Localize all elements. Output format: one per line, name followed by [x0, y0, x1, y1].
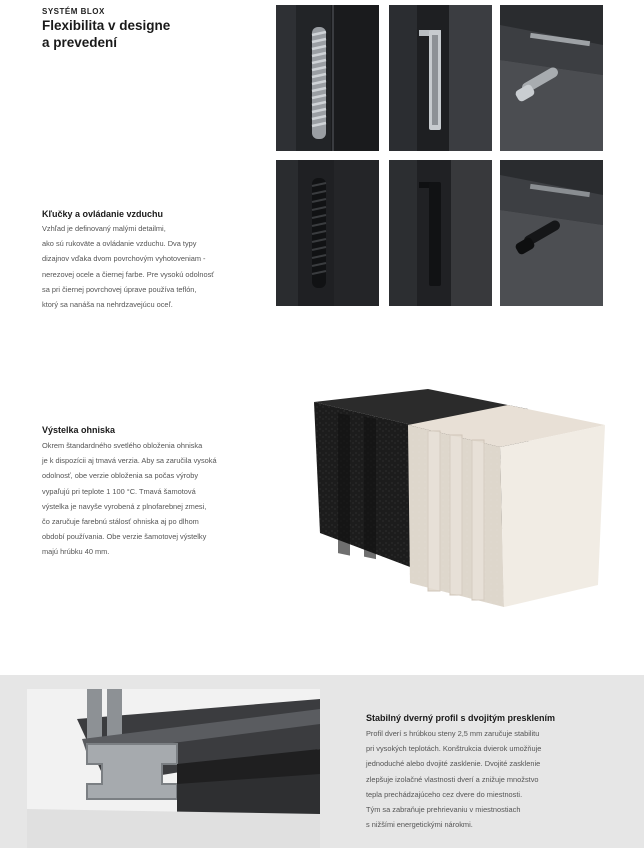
profile-line: pri vysokých teplotách. Konštrukcia dvierok umožňuje [366, 744, 542, 754]
profile-line: jednoduché alebo dvojité zasklenie. Dvojité zasklenie [366, 759, 541, 769]
photo-door-profile-cross-section [27, 689, 320, 848]
section-kicker: SYSTÉM BLOX [42, 7, 105, 16]
photo-black-air-control [500, 160, 603, 306]
profile-section-body [366, 726, 541, 832]
handles-line: Vzhľad je definovaný malými detailmi, [42, 224, 166, 233]
photo-steel-flat-handle [389, 5, 492, 151]
lining-line: vypaľujú pri teplote 1 100 °C. Tmavá šamotová [42, 486, 196, 496]
photo-fireclay-lining-blocks [300, 385, 610, 610]
lining-line: je k dispozícii aj tmavá verzia. Aby sa zaručila vysoká [42, 456, 217, 466]
handles-line: sa pri čiernej povrchovej úprave používa teflón, [42, 284, 197, 294]
lining-line: majú hrúbku 40 mm. [42, 547, 110, 557]
profile-line: Profil dverí s hrúbkou steny 2,5 mm zaručuje stabilitu [366, 729, 540, 738]
lining-line: odolnosť, obe verzie obloženia sa počas výroby [42, 471, 199, 481]
handles-section-body [42, 221, 214, 312]
profile-section-title: Stabilný dverný profil s dvojitým presklením [366, 713, 556, 723]
lining-line: období používania. Obe verzie šamotovej výstelky [42, 532, 207, 542]
photo-black-spiral-handle [276, 160, 379, 306]
profile-line: Tým sa zabraňuje prehrievaniu v miestnostiach [366, 805, 521, 815]
lining-line: Okrem štandardného svetlého obloženia ohniska [42, 441, 203, 450]
handles-line: ktorý sa nanáša na nehrdzavejúcu oceľ. [42, 300, 173, 310]
handles-line: dizajnov vďaka dvom povrchovým vyhotoveniam - [42, 254, 206, 264]
page-title-line-1: Flexibilita v designe [42, 18, 171, 33]
handles-line: nerezovej ocele a čiernej farbe. Pre vysokú odolnosť [42, 269, 215, 279]
photo-steel-air-control [500, 5, 603, 151]
photo-black-flat-handle [389, 160, 492, 306]
lining-line: výstelka je navyše vyrobená z plnofarebnej zmesi, [42, 501, 207, 511]
page-title [42, 17, 242, 51]
page-title-line-2: a prevedení [42, 35, 118, 50]
profile-line: tepla prechádzajúceho cez dvere do miestnosti. [366, 789, 523, 799]
handles-section-title: Kľučky a ovládanie vzduchu [42, 209, 164, 219]
lining-section-title: Výstelka ohniska [42, 425, 116, 435]
profile-line: zlepšuje izolačné vlastnosti dverí a znižuje množstvo [366, 774, 539, 784]
lining-line: čo zaručuje farebnú stálosť ohniska aj po dlhom [42, 517, 199, 527]
photo-steel-spiral-handle [276, 5, 379, 151]
lining-section-body [42, 438, 217, 560]
profile-line: s nižšími energetickými nárokmi. [366, 820, 473, 830]
handles-line: ako sú rukoväte a ovládanie vzduchu. Dva typy [42, 239, 197, 249]
